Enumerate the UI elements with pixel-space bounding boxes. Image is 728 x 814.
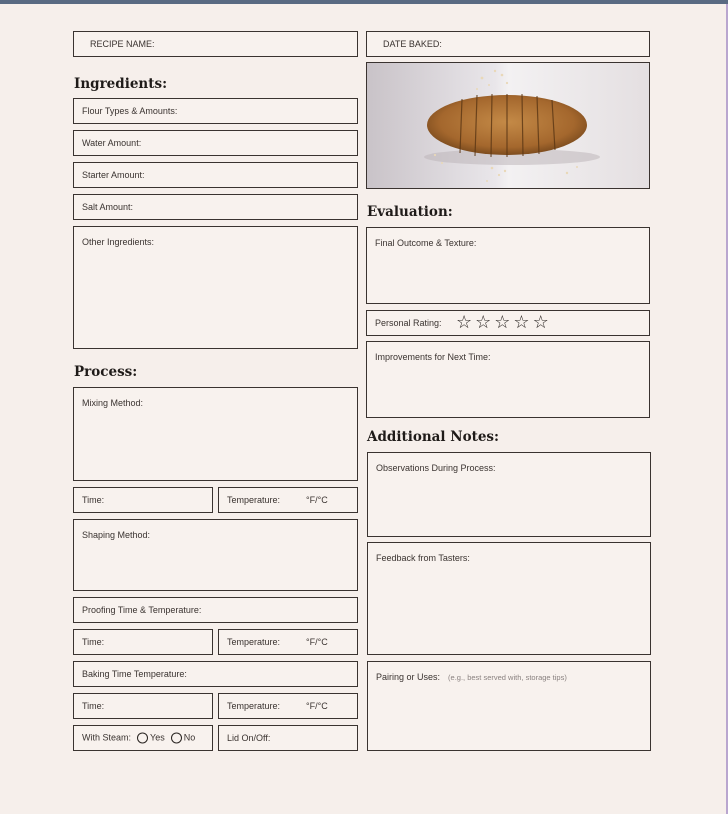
water-label: Water Amount: [82,138,142,148]
ingredients-heading: Ingredients: [74,76,168,92]
recipe-name-label: RECIPE NAME: [90,39,155,49]
baking-field[interactable] [73,661,358,687]
time-label: Time: [82,701,105,711]
lid-label: Lid On/Off: [227,733,271,743]
mixing-temperature-field[interactable] [218,487,358,513]
feedback-label: Feedback from Tasters: [376,553,470,563]
personal-rating-field [366,310,650,336]
improvements-label: Improvements for Next Time: [375,352,491,362]
other-ingredients-field[interactable] [73,226,358,349]
rating-stars [456,314,549,332]
star-icon[interactable]: ☆ [494,312,511,333]
pairing-field[interactable] [367,661,651,751]
final-outcome-field[interactable] [366,227,650,304]
time-label: Time: [82,637,105,647]
water-field[interactable] [73,130,358,156]
starter-label: Starter Amount: [82,170,145,180]
observations-field[interactable] [367,452,651,537]
proofing-temperature-field[interactable] [218,629,358,655]
star-icon[interactable]: ☆ [475,312,492,333]
pairing-label [376,672,567,682]
proofing-field[interactable] [73,597,358,623]
steam-yes-radio[interactable] [137,733,148,744]
mixing-method-field[interactable] [73,387,358,481]
time-label: Time: [82,495,105,505]
baking-time-field[interactable] [73,693,213,719]
proofing-time-field[interactable] [73,629,213,655]
observations-label: Observations During Process: [376,463,496,473]
temp-unit: °F/°C [306,637,328,647]
other-ingredients-label: Other Ingredients: [82,237,155,247]
mixing-method-label: Mixing Method: [82,398,144,408]
temperature-label: Temperature: [227,637,281,647]
pairing-hint: (e.g., best served with, storage tips) [448,673,567,682]
baking-label: Baking Time Temperature: [82,669,187,679]
personal-rating-label: Personal Rating: [375,318,442,328]
date-baked-label: DATE BAKED: [383,39,442,49]
proofing-label: Proofing Time & Temperature: [82,605,202,615]
pairing-label-text: Pairing or Uses: [376,672,441,682]
temperature-label: Temperature: [227,495,281,505]
evaluation-heading: Evaluation: [367,204,453,220]
steam-yes-label: Yes [150,732,165,743]
star-icon[interactable]: ☆ [513,312,530,333]
sourdough-loaf-photo [366,62,650,189]
temperature-label: Temperature: [227,701,281,711]
star-icon[interactable]: ☆ [532,312,549,333]
additional-notes-heading: Additional Notes: [367,429,499,445]
temp-unit: °F/°C [306,495,328,505]
top-accent-bar [0,0,728,4]
lid-field[interactable] [218,725,358,751]
recipe-name-field[interactable] [73,31,358,57]
process-heading: Process: [74,364,138,380]
sourdough-loaf-image [367,63,650,189]
baking-temperature-field[interactable] [218,693,358,719]
feedback-field[interactable] [367,542,651,655]
improvements-field[interactable] [366,341,650,418]
flour-field[interactable] [73,98,358,124]
starter-field[interactable] [73,162,358,188]
temp-unit: °F/°C [306,701,328,711]
steam-label: With Steam: [82,732,132,743]
steam-no-radio[interactable] [171,733,182,744]
steam-row [82,732,195,743]
steam-field [73,725,213,751]
shaping-method-label: Shaping Method: [82,530,151,540]
steam-no-label: No [183,732,196,743]
mixing-time-field[interactable] [73,487,213,513]
flour-label: Flour Types & Amounts: [82,106,178,116]
final-outcome-label: Final Outcome & Texture: [375,238,477,248]
salt-field[interactable] [73,194,358,220]
date-baked-field[interactable] [366,31,650,57]
salt-label: Salt Amount: [82,202,134,212]
shaping-method-field[interactable] [73,519,358,591]
star-icon[interactable]: ☆ [456,312,473,333]
